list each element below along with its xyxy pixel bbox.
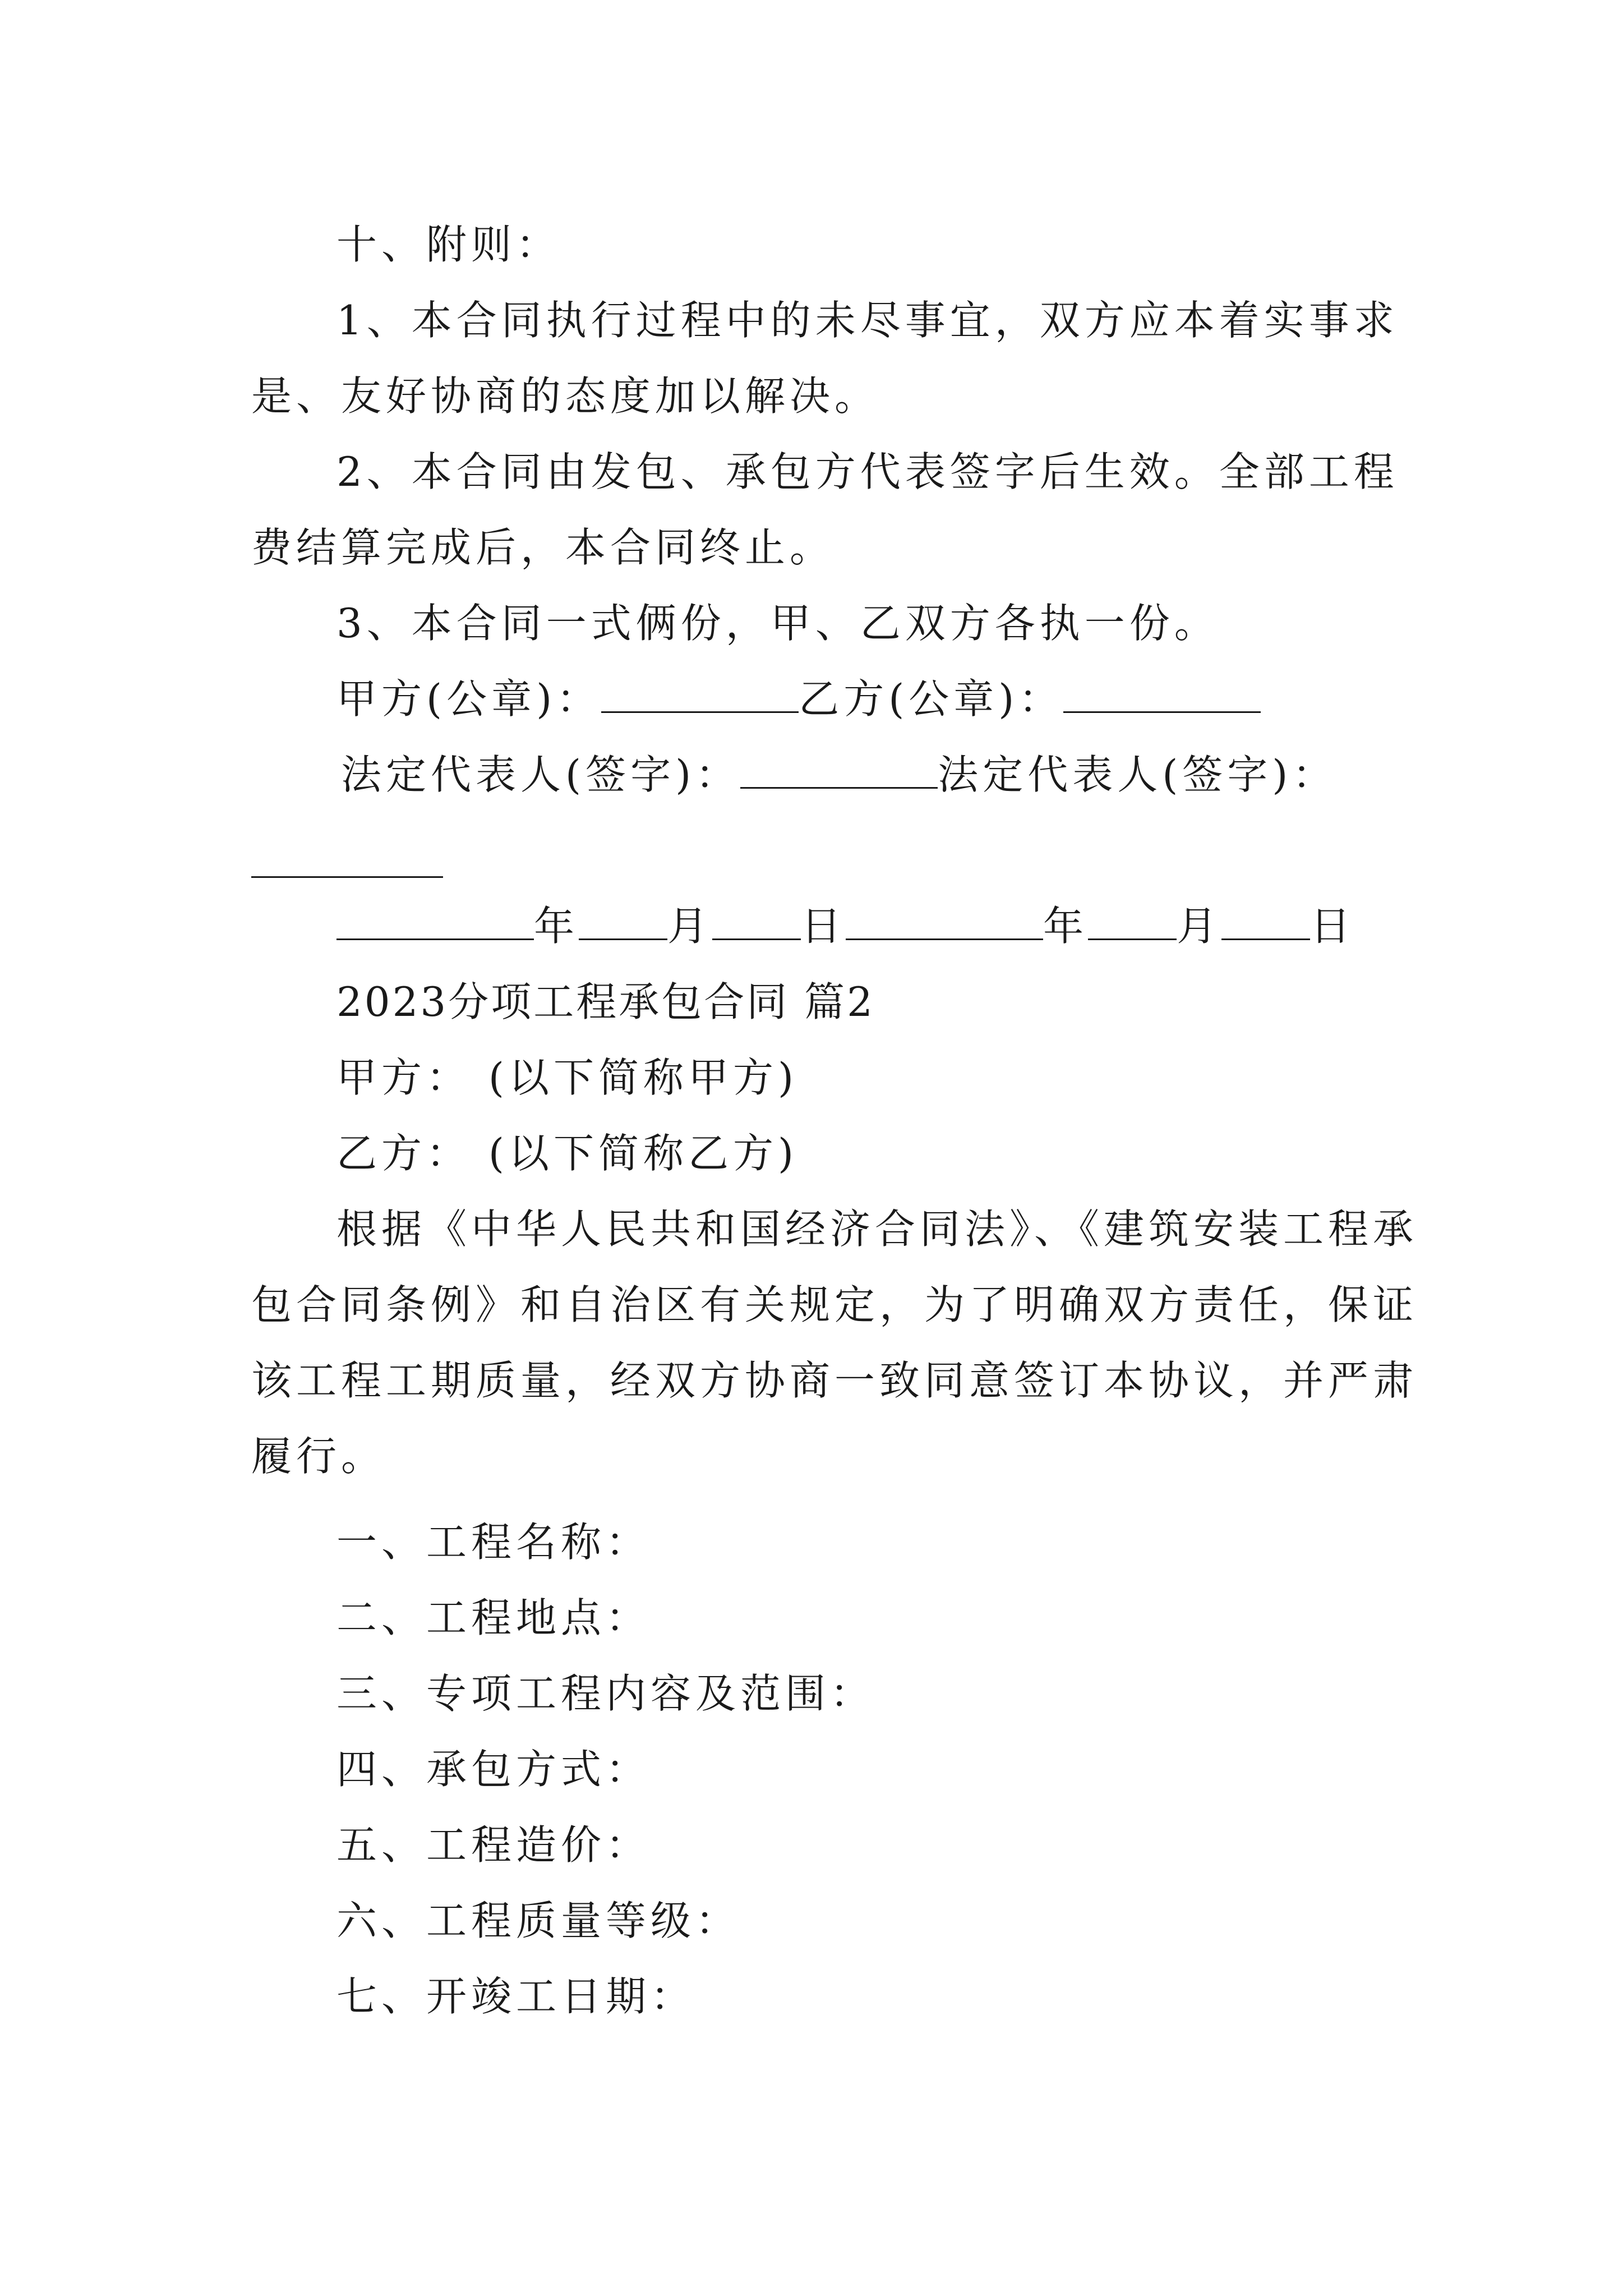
date-b-year-blank [846,907,1043,940]
representative-sign-line [341,751,1338,798]
date-b-year-label: 年 [1043,903,1089,950]
item-project-scope: 三、专项工程内容及范围： [336,1670,875,1717]
clause-1-line-2: 是、友好协商的态度加以解决。 [251,372,880,420]
preamble-line-4: 履行。 [251,1433,386,1480]
date-b-day-blank [1221,907,1310,940]
party-a-rep-label: 法定代表人(签字)： [341,751,741,798]
preamble-line-2: 包合同条例》和自治区有关规定，为了明确双方责任，保证 [251,1281,1418,1328]
contract-2-title: 2023分项工程承包合同 篇2 [336,978,875,1025]
date-a-year-blank [336,907,534,940]
date-a-day-blank [712,907,801,940]
party-b-intro: 乙方： (以下简称乙方) [336,1130,799,1177]
date-a-day-label: 日 [801,903,846,950]
party-b-seal-label: 乙方(公章)： [799,675,1064,723]
item-project-name: 一、工程名称： [336,1519,651,1566]
party-b-rep-blank [251,876,443,878]
date-b-day-label: 日 [1310,903,1355,950]
item-project-cost: 五、工程造价： [336,1821,651,1869]
party-a-seal-label: 甲方(公章)： [336,675,602,723]
date-a-month-blank [579,907,667,940]
clause-1-line-1: 1、本合同执行过程中的未尽事宜，双方应本着实事求 [336,297,1399,344]
item-contract-method: 四、承包方式： [336,1746,651,1793]
preamble-line-3: 该工程工期质量，经双方协商一致同意签订本协议，并严肃 [251,1357,1418,1404]
clause-2-line-1: 2、本合同由发包、承包方代表签字后生效。全部工程 [336,448,1399,495]
preamble-line-1: 根据《中华人民共和国经济合同法》、《建筑安装工程承 [336,1205,1418,1253]
date-line [336,903,1355,950]
party-seal-line [336,675,1261,723]
date-b-month-blank [1088,907,1177,940]
date-a-month-label: 月 [667,903,713,950]
party-b-seal-blank [1063,680,1261,713]
date-a-year-label: 年 [534,903,579,950]
party-b-rep-label: 法定代表人(签字)： [938,751,1338,798]
section-ten-heading: 十、附则： [336,221,561,268]
party-a-rep-blank [740,756,938,789]
date-b-month-label: 月 [1177,903,1222,950]
item-quality-grade: 六、工程质量等级： [336,1897,741,1944]
party-a-intro: 甲方： (以下简称甲方) [336,1054,799,1101]
clause-3: 3、本合同一式俩份，甲、乙双方各执一份。 [336,600,1219,647]
clause-2-line-2: 费结算完成后，本合同终止。 [251,524,835,571]
item-start-completion-date: 七、开竣工日期： [336,1973,696,2020]
party-a-seal-blank [601,680,799,713]
item-project-location: 二、工程地点： [336,1594,651,1641]
